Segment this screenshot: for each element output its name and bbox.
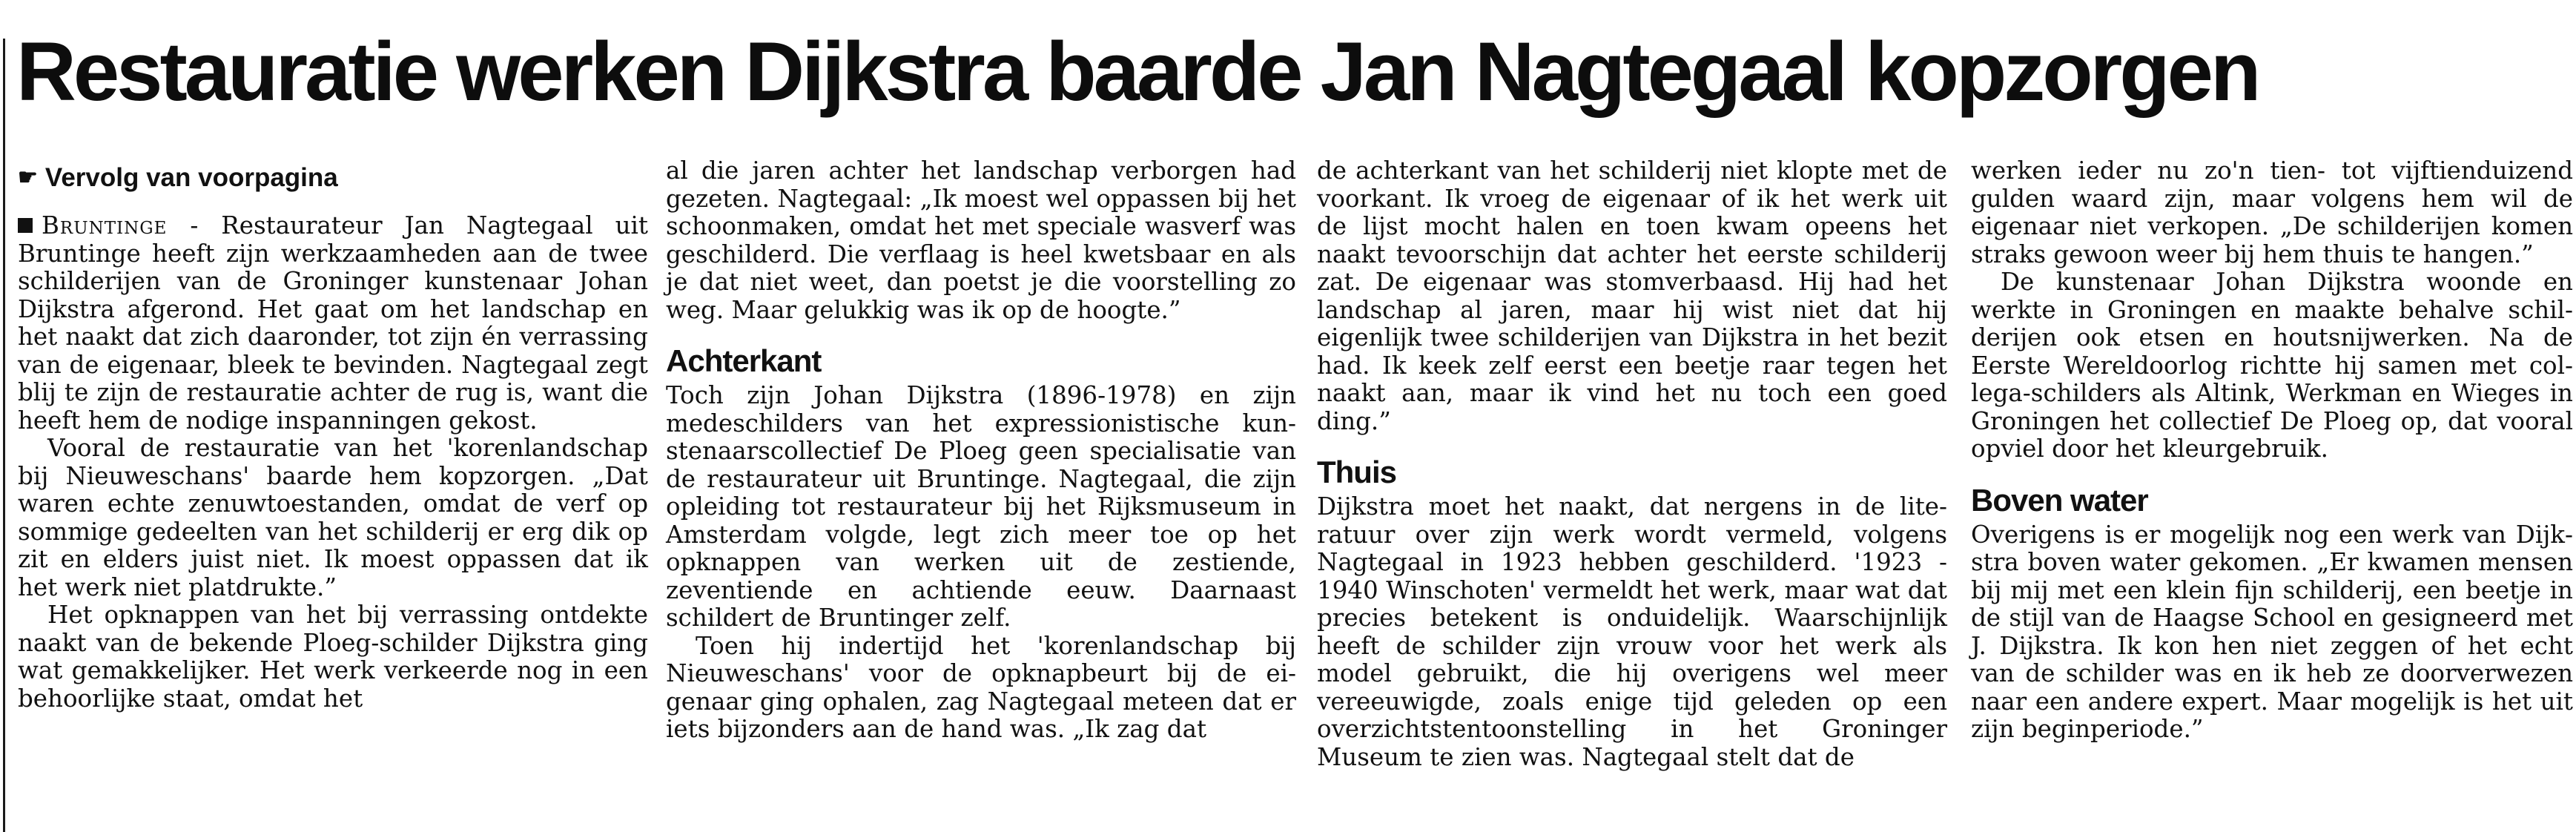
paragraph: Overigens is er mogelijk nog een werk van Dijkstra boven water gekomen. „Er kwamen mensen bij mij met een klein fijn schilderij, een beetje in de stijl van de Haagse School en gesigneerd met J. Dijkstra. Ik kon hen niet zeggen of het echt van de schilder was en ik heb ze doorverwezen naar een andere expert. Maar mogelijk is het uit zijn beginperiode.” [1971, 520, 2573, 743]
square-bullet-icon [18, 218, 33, 233]
paragraph: Het opknappen van het bij verrassing ontdekte naakt van de bekende Ploeg-schilder Dijkstra ging wat gemakkelijker. Het werk verkeerde nog in een behoorlijke staat, omdat het [18, 601, 648, 713]
subhead-boven-water: Boven water [1971, 482, 2148, 518]
column-1 [18, 160, 648, 713]
kicker [18, 163, 648, 193]
subhead-thuis: Thuis [1317, 455, 1396, 489]
paragraph: Toen hij indertijd het 'korenlandschap bij Nieuweschans' voor de opknapbeurt bij de eigenaar ging ophalen, zag Nagtegaal meteen dat er iets bijzonders aan de hand was. „Ik zag dat [666, 631, 1296, 743]
paragraph: Vooral de restauratie van het 'korenlandschap bij Nieuweschans' baarde hem kopzorgen. „Dat waren echte zenuwtoestanden, omdat de verf op sommige gedeelten van het schilderij er erg dik op zit en elders juist niet. Ik moest oppassen dat ik het werk niet platdrukte.” [18, 434, 648, 601]
column-3 [1317, 157, 1947, 771]
paragraph: Dijkstra moet het naakt, dat nergens in de literatuur over zijn werk wordt vermeld, volgens Nagtegaal in 1923 hebben geschilderd. '1923 - 1940 Winschoten' vermeldt het werk, maar wat dat precies betekent is onduidelijk. Waarschijnlijk heeft de schilder zijn vrouw voor het werk als model gebruikt, die hij overigens wel meer vereeuwigde, zoals enige tijd geleden op een overzichtstentoonstelling in het Groninger Museum te zien was. Nagtegaal stelt dat de [1317, 492, 1947, 771]
column-2 [666, 157, 1296, 744]
paragraph: werken ieder nu zo'n tien- tot vijftienduizend gulden waard zijn, maar volgens hem wil de eigenaar niet verkopen. „De schilderijen komen straks gewoon weer bij hem thuis te hangen.” [1971, 156, 2573, 268]
paragraph: Toch zijn Johan Dijkstra (1896-1978) en zijn medeschilders van het expressionistische kunstenaarscollectief De Ploeg geen specialisatie van de restaurateur uit Bruntinge. Nagtegaal, die zijn opleiding tot restaurateur bij het Rijksmuseum in Amsterdam volgde, legt zich meer toe op het opknappen van werken uit de zestiende, zeventiende en achtiende eeuw. Daarnaast schildert de Bruntinger zelf. [666, 381, 1296, 632]
subhead-achterkant: Achterkant [666, 343, 822, 378]
paragraph: De kunstenaar Johan Dijkstra woonde en werkte in Groningen en maakte behalve schilderijen ook etsen en houtsnijwerken. Na de Eerste Wereldoorlog richtte hij samen met collega-schilders als Altink, Werkman en Wieges in Groningen het collectief De Ploeg op, dat vooral opviel door het kleurgebruik. [1971, 268, 2573, 463]
paragraph: al die jaren achter het landschap verborgen had gezeten. Nagtegaal: „Ik moest wel oppassen bij het schoonmaken, omdat het met speciale wasverf was geschilderd. Die verflaag is heel kwetsbaar en als je dat niet weet, dan poetst je die voorstelling zo weg. Maar gelukkig was ik op de hoogte.” [666, 156, 1296, 324]
headline: Restauratie werken Dijkstra baarde Jan Nagtegaal kopzorgen [16, 25, 2259, 118]
left-border-rule [3, 39, 5, 832]
pointing-hand-icon: ☛ [18, 165, 38, 190]
paragraph: de achterkant van het schilderij niet klopte met de voorkant. Ik vroeg de eigenaar of ik het werk uit de lijst mocht halen en toen kwam opeens het naakt tevoorschijn dat achter het eerste schilderij zat. De eigenaar was stomverbaasd. Hij had het landschap al jaren, maar hij wist niet dat hij eigenlijk twee schilderijen van Dijkstra in het bezit had. Ik keek zelf eerst een beetje raar tegen het naakt aan, maar ik vind het nu toch een goed ding.” [1317, 156, 1947, 435]
kicker-text: Vervolg van voorpagina [44, 163, 338, 192]
paragraph-lead [18, 212, 648, 435]
paragraph-lead-text: Restaurateur Jan Nagtegaal uit Bruntinge heeft zijn werkzaamheden aan de twee schilderijen van de Groninger kunstenaar Johan Dijkstra afgerond. Het gaat om het landschap en het naakt dat zich daaronder, tot zijn én verrassing van de eigenaar, bleek te bevinden. Nagtegaal zegt blij te zijn de restauratie achter de rug is, want die heeft hem de nodige inspanningen gekost. [18, 211, 648, 435]
dateline: Bruntinge - [42, 211, 199, 240]
column-4 [1971, 157, 2573, 744]
